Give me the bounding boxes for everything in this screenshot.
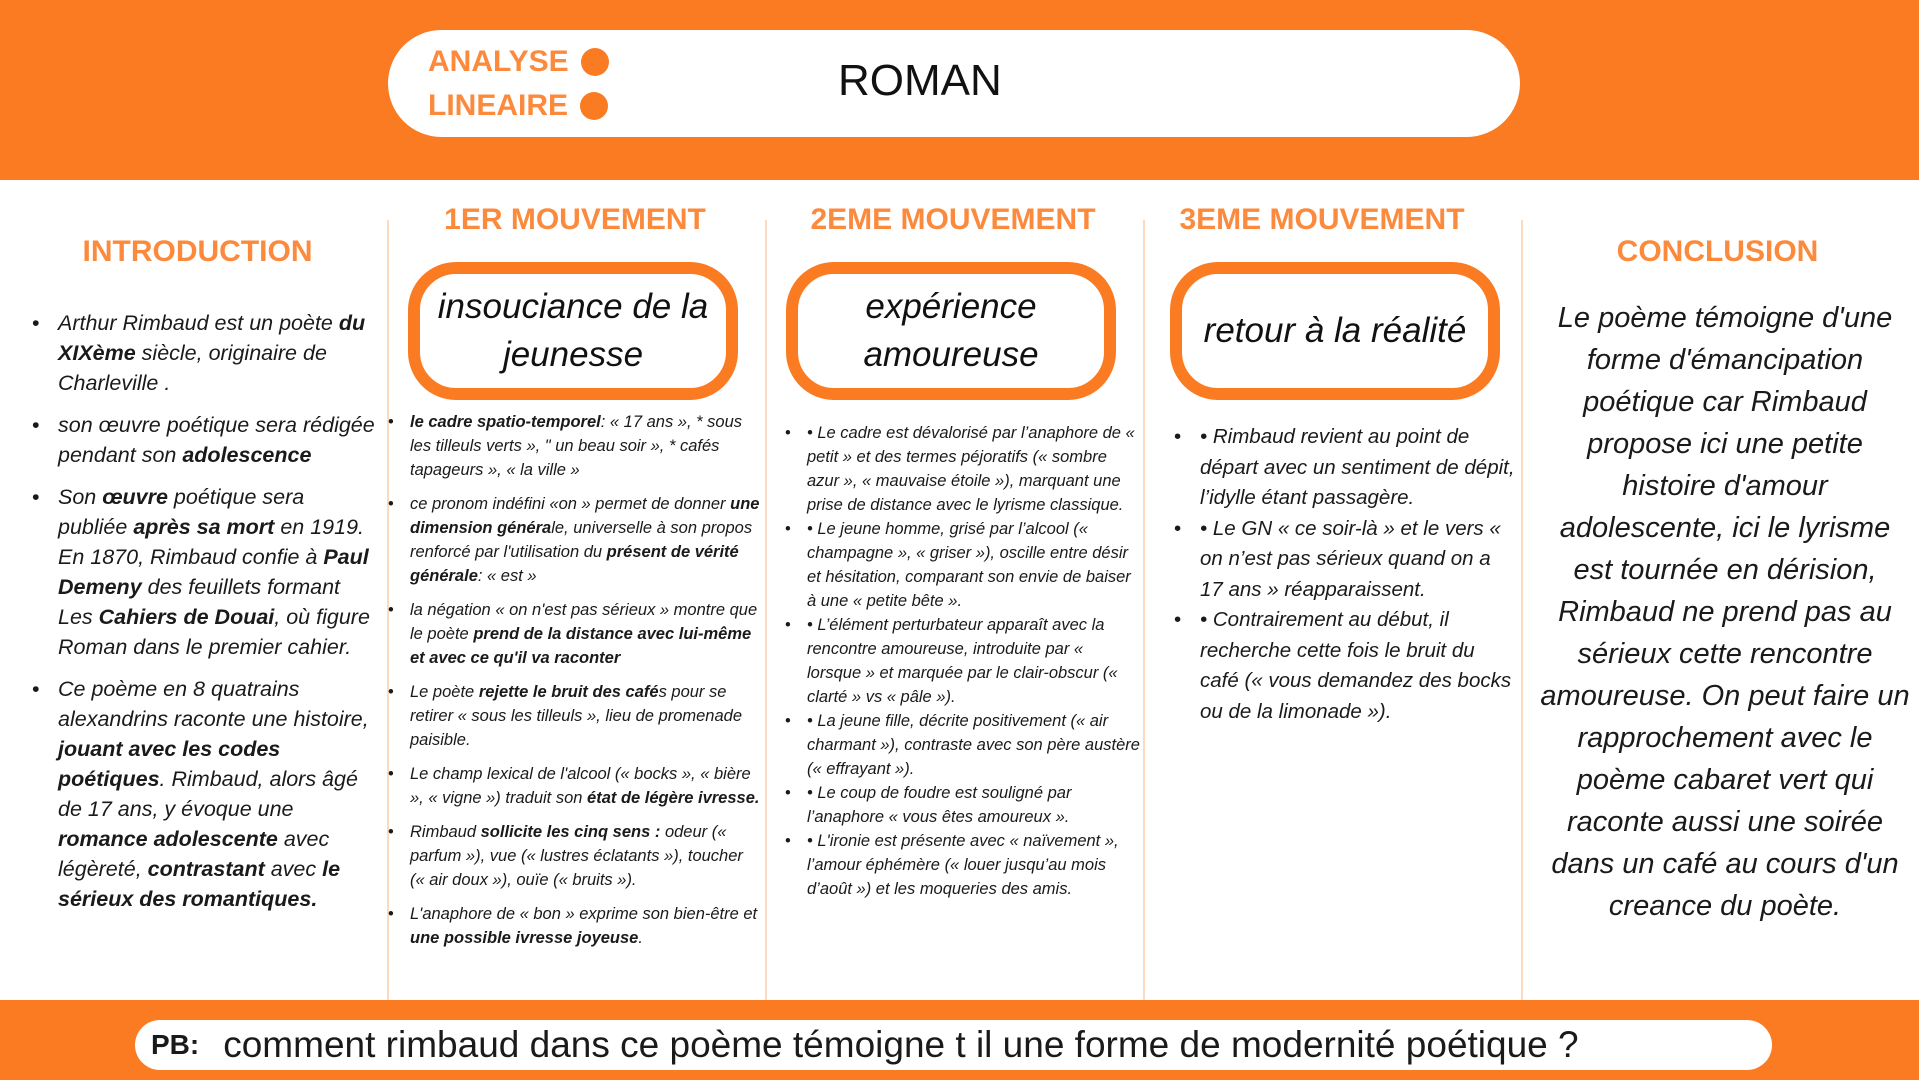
list-item — [386, 410, 761, 482]
text: • Le jeune homme, grisé par l’alcool (« champagne », « griser »), oscille entre désir et hésitation, comparant son envie de baiser à une « petite bête ». — [807, 520, 1131, 610]
column-divider — [1143, 220, 1145, 1000]
text: • L’élément perturbateur apparaît avec la rencontre amoureuse, introduite par « lorsque » et marquée par le clair-obscur (« clarté » vs « pâle »). — [807, 616, 1118, 706]
text: . — [638, 929, 643, 947]
bold-text: une possible ivresse joyeuse — [410, 929, 639, 947]
dot-icon — [581, 48, 609, 76]
text: s pour se retirer « sous les tilleuls », lieu de promenade paisible. — [410, 683, 743, 749]
list-item — [783, 829, 1141, 901]
logo-line1: ANALYSE — [428, 45, 569, 78]
text: le, universelle à son propos renforcé par l'utilisation du — [410, 519, 753, 561]
text: Son — [58, 485, 103, 509]
movement-3-heading: 3EME MOUVEMENT — [1179, 203, 1465, 236]
column-divider — [1521, 220, 1523, 1000]
bold-text: contrastant — [147, 857, 265, 881]
list-item — [783, 421, 1141, 517]
text: • La jeune fille, décrite positivement (« air charmant »), contraste avec son père austère (« effrayant »). — [807, 712, 1140, 778]
dot-icon — [580, 92, 608, 120]
text: • Contrairement au début, il recherche cette fois le bruit du café (« vous demandez des bocks ou de la limonade »). — [1200, 608, 1512, 723]
text: siècle, originaire de Charleville . — [58, 341, 327, 395]
bold-text: après sa mort — [133, 515, 275, 539]
list-item — [386, 598, 761, 670]
text: • Le cadre est dévalorisé par l’anaphore de « petit » et des termes péjoratifs (« sombre azur », « mauvaise étoile »), marquant une prise de distance avec le lyrisme classique. — [807, 424, 1135, 514]
bold-text: prend de la distance avec lui-même et avec ce qu'il va raconter — [410, 625, 752, 667]
text: • Le coup de foudre est souligné par l’anaphore « vous êtes amoureux ». — [807, 784, 1072, 826]
movement-2-list — [783, 421, 1141, 901]
text: avec légèreté, — [58, 827, 330, 881]
list-item — [1172, 422, 1517, 514]
text: : « 17 ans », * sous les tilleuls verts », " un beau soir », * cafés tapageurs », « la ville » — [410, 413, 742, 479]
list-item — [1172, 605, 1517, 727]
bold-text: œuvre — [102, 485, 168, 509]
list-item — [386, 492, 761, 588]
problematique-label: PB: — [151, 1029, 200, 1060]
bold-text: Cahiers de Douai — [98, 605, 275, 629]
text: : « est » — [477, 567, 537, 585]
movement-2-heading: 2EME MOUVEMENT — [810, 203, 1096, 236]
list-item — [386, 762, 761, 810]
text: L'anaphore de « bon » exprime son bien-être et — [410, 905, 758, 923]
conclusion-heading: CONCLUSION — [1616, 235, 1819, 268]
movement-3-theme-box: retour à la réalité — [1170, 262, 1500, 400]
analyse-lineaire-logo — [428, 40, 609, 128]
text: avec — [264, 857, 323, 881]
list-item — [386, 820, 761, 892]
text: en 1919. En 1870, Rimbaud confie à — [58, 515, 365, 569]
text: . Rimbaud, alors âgé de 17 ans, y évoque une — [58, 767, 358, 821]
list-item — [30, 308, 375, 398]
text: des feuillets formant Les — [58, 575, 341, 629]
introduction-list — [30, 308, 375, 926]
bold-text: jouant avec les codes poétiques — [58, 737, 281, 791]
list-item — [386, 902, 761, 950]
list-item — [386, 680, 761, 752]
problematique-pill — [135, 1020, 1772, 1070]
bold-text: sollicite les cinq sens : — [480, 823, 661, 841]
text: Rimbaud — [410, 823, 481, 841]
text: • Rimbaud revient au point de départ avec un sentiment de dépit, l’idylle étant passagère. — [1200, 425, 1515, 509]
list-item — [783, 709, 1141, 781]
column-divider — [765, 220, 767, 1000]
text: son œuvre poétique sera rédigée pendant son — [58, 413, 375, 467]
list-item — [783, 517, 1141, 613]
list-item — [1172, 514, 1517, 606]
text: la négation « on n'est pas sérieux » montre que le poète — [410, 601, 758, 643]
problematique-question: comment rimbaud dans ce poème témoigne t il une forme de modernité poétique ? — [223, 1024, 1579, 1065]
page-title: ROMAN — [838, 56, 1002, 105]
text: ce pronom indéfini «on » permet de donner — [410, 495, 731, 513]
text: poétique sera publiée — [58, 485, 305, 539]
header-pill — [388, 30, 1520, 137]
movement-1-theme-box: insouciance de la jeunesse — [408, 262, 738, 400]
introduction-heading: INTRODUCTION — [82, 235, 313, 268]
movement-1-heading: 1ER MOUVEMENT — [444, 203, 706, 236]
bold-text: état de légère ivresse. — [587, 789, 760, 807]
movement-2-theme-box: expérience amoureuse — [786, 262, 1116, 400]
conclusion-text: Le poème témoigne d'une forme d'émancipation poétique car Rimbaud propose ici une petite histoire d'amour adolescente, ici le lyrisme est tournée en dérision, Rimbaud ne prend pas au sérieux cette rencontre amoureuse. On peut faire un rapprochement avec le poème cabaret vert qui raconte aussi une soirée dans un café au cours d'un creance du poète. — [1540, 302, 1910, 922]
text: Arthur Rimbaud est un poète — [58, 311, 339, 335]
bold-text: adolescence — [182, 443, 312, 467]
text: • Le GN « ce soir-là » et le vers « on n’est pas sérieux quand on a 17 ans » réapparaissent. — [1200, 516, 1501, 601]
text: , où figure Roman dans le premier cahier. — [58, 605, 370, 659]
bold-text: une dimension généra — [410, 495, 760, 537]
list-item — [30, 674, 375, 914]
list-item — [30, 410, 375, 470]
bold-text: rejette le bruit des café — [478, 683, 659, 701]
bold-text: romance adolescente — [58, 827, 278, 851]
text: Le poète — [410, 683, 479, 701]
movement-3-list — [1172, 422, 1517, 727]
bold-text: Paul Demeny — [58, 545, 369, 599]
text: • L'ironie est présente avec « naïvement », l’amour éphémère (« louer jusqu’au mois d’août ») et les moqueries des amis. — [807, 832, 1119, 898]
text: odeur (« parfum »), vue (« lustres éclatants »), toucher (« air doux »), ouïe (« bruits »). — [410, 823, 743, 889]
movement-1-list — [386, 410, 761, 960]
text: Le champ lexical de l'alcool (« bocks », « bière », « vigne ») traduit son — [410, 765, 751, 807]
bold-text: du XIXème — [58, 311, 366, 365]
list-item — [30, 482, 375, 662]
list-item — [783, 781, 1141, 829]
bold-text: le cadre spatio-temporel — [410, 413, 601, 431]
list-item — [783, 613, 1141, 709]
bold-text: le sérieux des romantiques. — [58, 857, 341, 911]
logo-line2: LINEAIRE — [428, 89, 569, 122]
bold-text: présent de vérité générale — [410, 543, 739, 585]
text: Ce poème en 8 quatrains alexandrins raconte une histoire, — [58, 677, 369, 731]
